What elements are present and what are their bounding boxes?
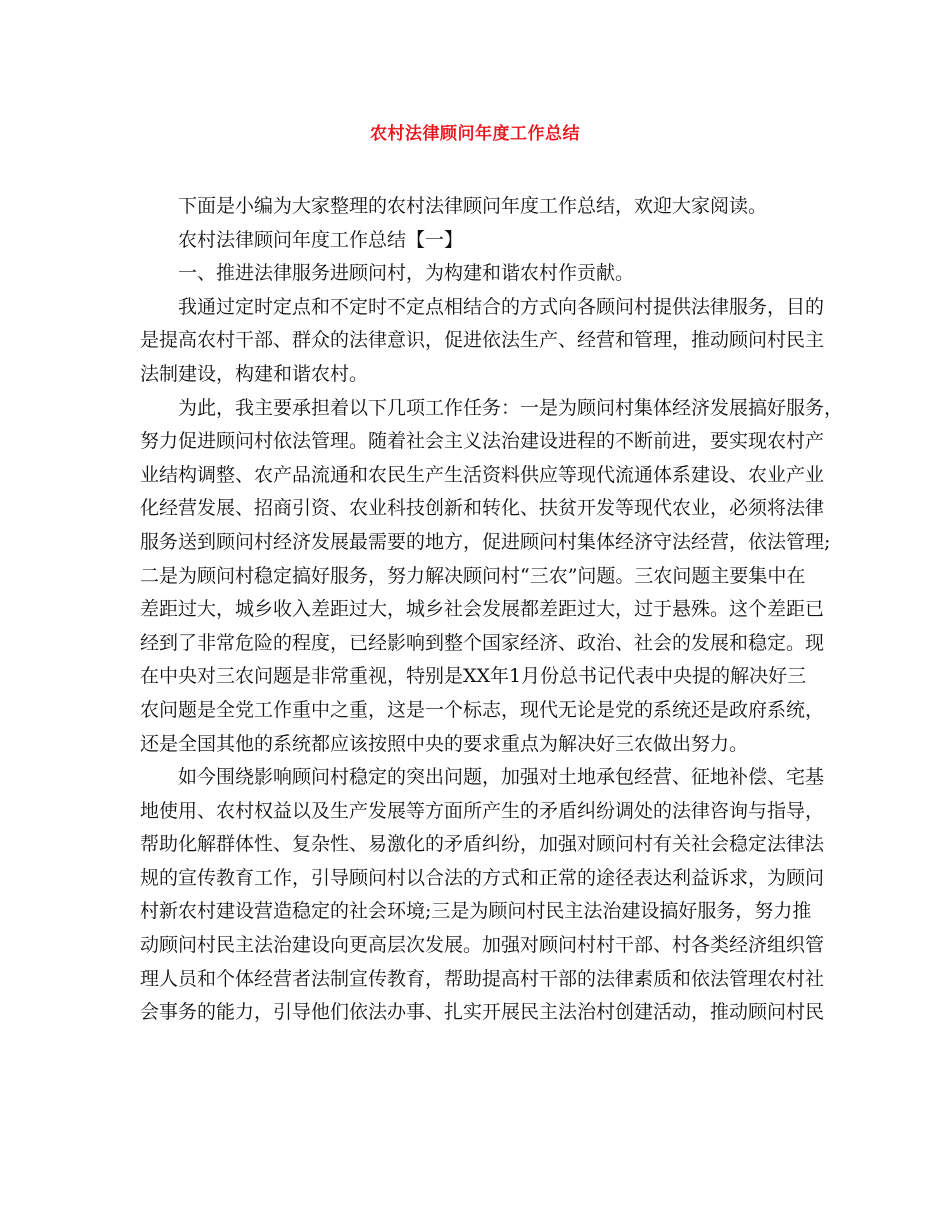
document-title: 农村法律顾问年度工作总结 [370, 124, 580, 144]
body-line: 农村法律顾问年度工作总结【一】 [178, 228, 464, 251]
body-line: 下面是小编为大家整理的农村法律顾问年度工作总结，欢迎大家阅读。 [178, 195, 768, 217]
body-line: 法制建设，构建和谐农村。 [140, 362, 369, 385]
body-line: 努力促进顾问村依法管理。随着社会主义法治建设进程的不断前进，要实现农村产 [140, 430, 825, 453]
body-line: 村新农村建设营造稳定的社会环境;三是为顾问村民主法治建设搞好服务，努力推 [140, 900, 812, 923]
body-line: 理人员和个体经营者法制宣传教育，帮助提高村干部的法律素质和依法管理农村社 [140, 967, 825, 990]
body-line: 还是全国其他的系统都应该按照中央的要求重点为解决好三农做出努力。 [140, 732, 749, 755]
body-line: 我通过定时定点和不定时不定点相结合的方式向各顾问村提供法律服务，目的 [178, 295, 825, 318]
body-line: 会事务的能力，引导他们依法办事、扎实开展民主法治村创建活动，推动顾问村民 [140, 1001, 825, 1024]
body-line: 化经营发展、招商引资、农业科技创新和转化、扶贫开发等现代农业，必须将法律 [140, 497, 825, 520]
body-line: 一、推进法律服务进顾问村，为构建和谐农村作贡献。 [178, 262, 635, 285]
body-line: 为此，我主要承担着以下几项工作任务：一是为顾问村集体经济发展搞好服务， [178, 396, 844, 419]
body-line: 二是为顾问村稳定搞好服务，努力解决顾问村“三农”问题。三农问题主要集中在 [140, 564, 806, 587]
body-line: 帮助化解群体性、复杂性、易激化的矛盾纠纷，加强对顾问村有关社会稳定法律法 [140, 833, 825, 856]
body-line: 地使用、农村权益以及生产发展等方面所产生的矛盾纠纷调处的法律咨询与指导， [140, 799, 825, 822]
body-line: 规的宣传教育工作，引导顾问村以合法的方式和正常的途径表达利益诉求，为顾问 [140, 866, 825, 889]
body-line: 业结构调整、农产品流通和农民生产生活资料供应等现代流通体系建设、农业产业 [140, 463, 825, 486]
document-body [140, 190, 844, 1030]
body-line: 农问题是全党工作重中之重，这是一个标志，现代无论是党的系统还是政府系统， [140, 698, 825, 721]
body-line: 在中央对三农问题是非常重视，特别是XX年1月份总书记代表中央提的解决好三 [140, 665, 807, 688]
body-line: 是提高农村干部、群众的法律意识，促进依法生产、经营和管理，推动顾问村民主 [140, 329, 825, 352]
body-line: 经到了非常危险的程度，已经影响到整个国家经济、政治、社会的发展和稳定。现 [140, 631, 825, 654]
body-line: 服务送到顾问村经济发展最需要的地方，促进顾问村集体经济守法经营，依法管理; [140, 530, 831, 553]
body-line: 动顾问村民主法治建设向更高层次发展。加强对顾问村村干部、村各类经济组织管 [140, 934, 825, 957]
body-line: 如今围绕影响顾问村稳定的突出问题，加强对土地承包经营、征地补偿、宅基 [178, 766, 825, 789]
body-line: 差距过大，城乡收入差距过大，城乡社会发展都差距过大，过于悬殊。这个差距已 [140, 598, 825, 621]
